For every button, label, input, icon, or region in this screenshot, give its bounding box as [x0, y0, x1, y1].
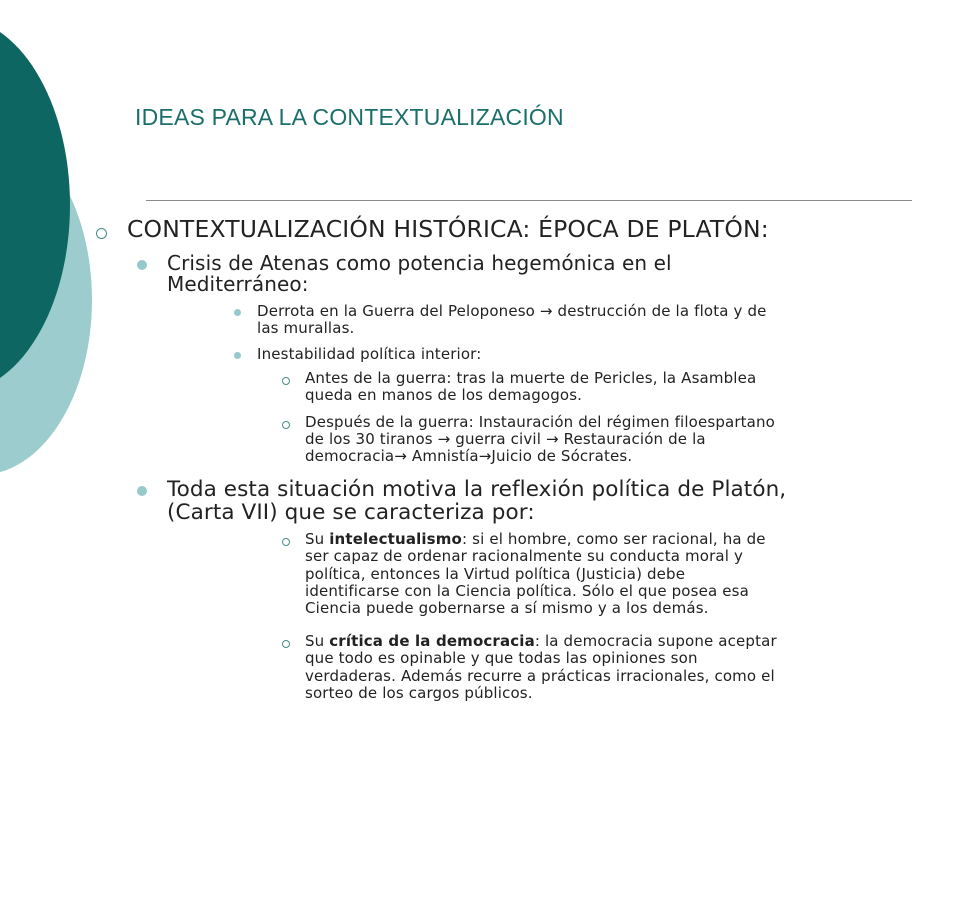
- item-2-line-2: de los 30 tiranos → guerra civil → Restauración de la: [305, 430, 706, 448]
- dot-bullet-icon: [234, 309, 241, 316]
- item-2-line-3: democracia→ Amnistía→Juicio de Sócrates.: [305, 447, 633, 465]
- dot-bullet-icon: [137, 486, 147, 496]
- item-4-line-1: Su crítica de la democracia: la democracia supone aceptar: [305, 632, 777, 650]
- dot-bullet-icon: [234, 352, 241, 359]
- ring-bullet-icon: [282, 421, 290, 429]
- item-3-line-2: ser capaz de ordenar racionalmente su conducta moral y: [305, 547, 743, 565]
- item-4-line-3: verdaderas. Además recurre a prácticas irracionales, como el: [305, 667, 775, 685]
- item-1-line-1: Antes de la guerra: tras la muerte de Pericles, la Asamblea: [305, 369, 757, 387]
- ring-bullet-icon: [96, 228, 107, 239]
- bullet-1-line-2: Mediterráneo:: [167, 272, 309, 296]
- dot-bullet-icon: [137, 260, 147, 270]
- ring-bullet-icon: [282, 377, 290, 385]
- item-4-line-2: que todo es opinable y que todas las opiniones son: [305, 649, 698, 667]
- ring-bullet-icon: [282, 640, 290, 648]
- item-4-line-4: sorteo de los cargos públicos.: [305, 684, 533, 702]
- bullet-1-line-1: Crisis de Atenas como potencia hegemónica en el: [167, 251, 672, 275]
- item-3-line-3: política, entonces la Virtud política (Justicia) debe: [305, 565, 686, 583]
- sub-bullet-1-line-2: las murallas.: [257, 319, 355, 337]
- sub-bullet-1-line-1: Derrota en la Guerra del Peloponeso → destrucción de la flota y de: [257, 302, 767, 320]
- section-heading: CONTEXTUALIZACIÓN HISTÓRICA: ÉPOCA DE PLATÓN:: [127, 215, 769, 243]
- item-3-line-1: Su intelectualismo: si el hombre, como ser racional, ha de: [305, 530, 766, 548]
- item-3-line-5: Ciencia puede gobernarse a sí mismo y a los demás.: [305, 599, 709, 617]
- sub-bullet-2-line-1: Inestabilidad política interior:: [257, 345, 482, 363]
- slide-title: IDEAS PARA LA CONTEXTUALIZACIÓN: [135, 104, 564, 130]
- item-3-line-4: identificarse con la Ciencia política. Sólo el que posea esa: [305, 582, 749, 600]
- bullet-2-line-1: Toda esta situación motiva la reflexión política de Platón,: [167, 477, 787, 502]
- item-2-line-1: Después de la guerra: Instauración del régimen filoespartano: [305, 413, 776, 431]
- item-1-line-2: queda en manos de los demagogos.: [305, 386, 583, 404]
- ring-bullet-icon: [282, 538, 290, 546]
- bullet-2-line-2: (Carta VII) que se caracteriza por:: [167, 500, 535, 525]
